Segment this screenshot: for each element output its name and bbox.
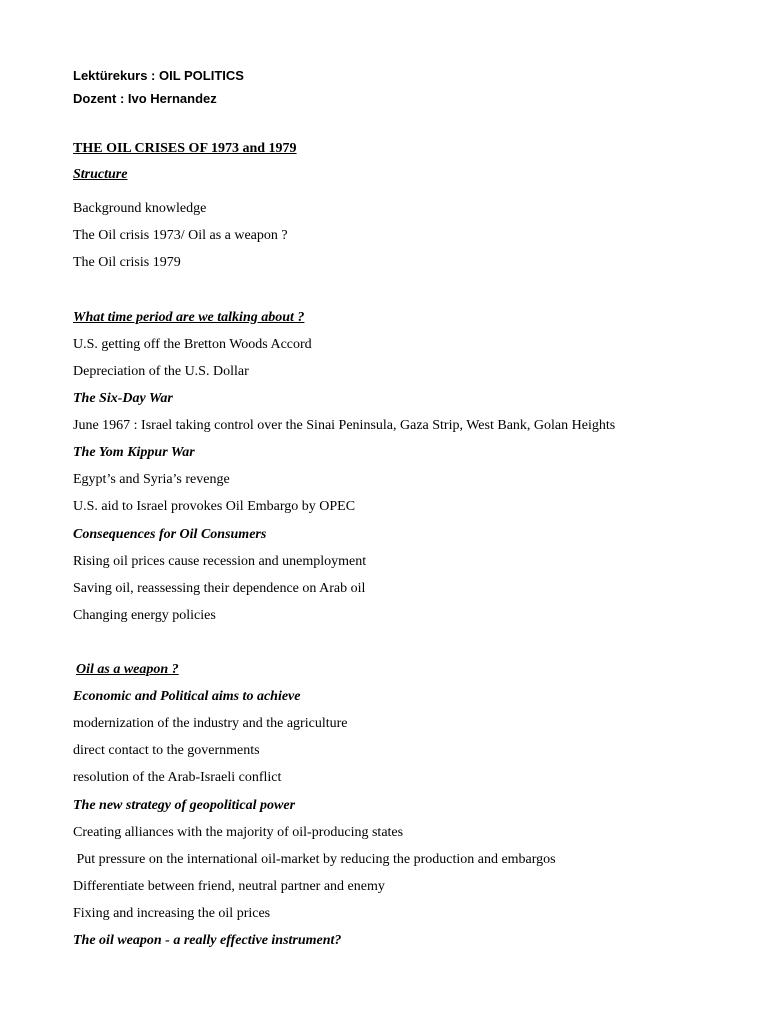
list-item: Rising oil prices cause recession and unemployment (73, 554, 367, 569)
list-item: U.S. getting off the Bretton Woods Accord (73, 337, 312, 352)
list-item: June 1967 : Israel taking control over the Sinai Peninsula, Gaza Strip, West Bank, Golan Heights (73, 418, 616, 433)
list-item: Creating alliances with the majority of oil-producing states (73, 825, 404, 840)
structure-item: The Oil crisis 1979 (73, 255, 181, 270)
lecturer-name: Dozent : Ivo Hernandez (73, 91, 217, 106)
subheading-effectiveness: The oil weapon - a really effective instrument? (73, 933, 342, 948)
document-title: THE OIL CRISES OF 1973 and 1979 (73, 141, 297, 156)
subheading-six-day-war: The Six-Day War (73, 391, 173, 406)
section-heading-oil-weapon: Oil as a weapon ? (76, 662, 179, 677)
list-item: Differentiate between friend, neutral partner and enemy (73, 879, 385, 894)
list-item: Put pressure on the international oil-market by reducing the production and embargos (73, 852, 556, 867)
course-title: Lektürekurs : OIL POLITICS (73, 68, 244, 83)
list-item: Depreciation of the U.S. Dollar (73, 364, 249, 379)
list-item: U.S. aid to Israel provokes Oil Embargo by OPEC (73, 499, 356, 514)
list-item: resolution of the Arab-Israeli conflict (73, 770, 282, 785)
subheading-consequences: Consequences for Oil Consumers (73, 527, 267, 542)
subheading-yom-kippur-war: The Yom Kippur War (73, 445, 195, 460)
section-heading-time-period: What time period are we talking about ? (73, 310, 305, 325)
list-item: modernization of the industry and the agriculture (73, 716, 348, 731)
list-item: Changing energy policies (73, 608, 216, 623)
subheading-aims: Economic and Political aims to achieve (73, 689, 301, 704)
subheading-strategy: The new strategy of geopolitical power (73, 798, 296, 813)
list-item: Saving oil, reassessing their dependence on Arab oil (73, 581, 366, 596)
structure-item: Background knowledge (73, 201, 207, 216)
structure-item: The Oil crisis 1973/ Oil as a weapon ? (73, 228, 288, 243)
list-item: Egypt’s and Syria’s revenge (73, 472, 230, 487)
list-item: Fixing and increasing the oil prices (73, 906, 271, 921)
structure-heading: Structure (73, 167, 128, 182)
list-item: direct contact to the governments (73, 743, 260, 758)
